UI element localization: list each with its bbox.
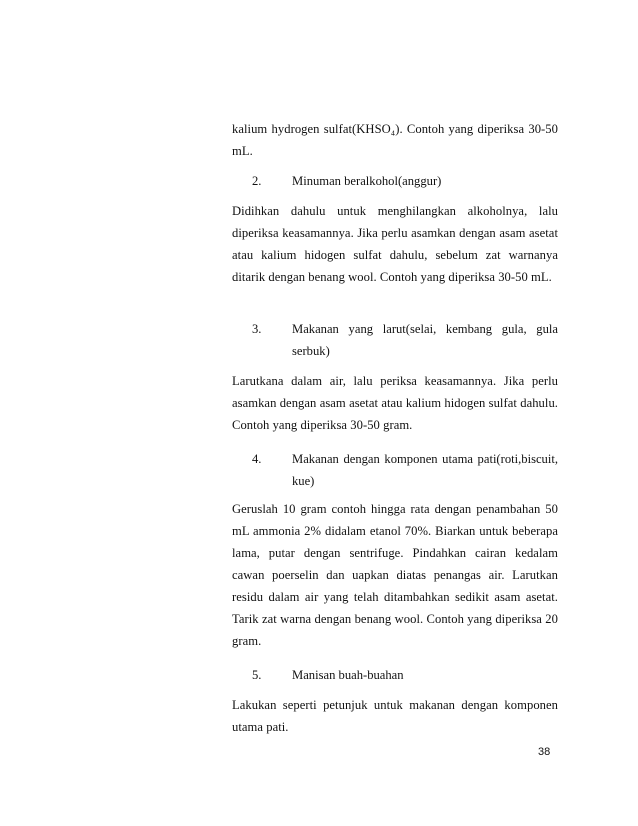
paragraph-candied-fruit: Lakukan seperti petunjuk untuk makanan dengan komponen utama pati.	[232, 698, 558, 734]
list-number: 5.	[252, 668, 262, 682]
page-number: 38	[538, 746, 551, 758]
list-text: Makanan dengan komponen utama pati(roti,biscuit, kue)	[292, 452, 558, 488]
paragraph-soluble-food: Larutkana dalam air, lalu periksa keasamannya. Jika perlu asamkan dengan asam asetat atau kalium hidogen sulfat dahulu. Contoh yang diperiksa 30-50 gram.	[232, 374, 558, 432]
list-number: 3.	[252, 322, 262, 336]
paragraph-continuation: kalium hydrogen sulfat(KHSO₄). Contoh yang diperiksa 30-50 mL.	[232, 122, 558, 158]
paragraph-alcohol: Didihkan dahulu untuk menghilangkan alkoholnya, lalu diperiksa keasamannya. Jika perlu asamkan dengan asam asetat atau kalium hidogen sulfat dahulu, sebelum zat warnanya ditarik dengan benang wool. Contoh yang diperiksa 30-50 mL.	[232, 204, 558, 284]
list-number: 4.	[252, 452, 262, 466]
list-text: Manisan buah-buahan	[292, 668, 404, 682]
list-text: Makanan yang larut(selai, kembang gula, gula serbuk)	[292, 322, 558, 358]
paragraph-starch-food: Geruslah 10 gram contoh hingga rata dengan penambahan 50 mL ammonia 2% didalam etanol 70%. Biarkan untuk beberapa lama, putar dengan sentrifuge. Pindahkan cairan kedalam cawan poerselin dan uapkan diatas penangas air. Larutkan residu dalam air yang telah ditambahkan sedikit asam asetat. Tarik zat warna dengan benang wool. Contoh yang diperiksa 20 gram.	[232, 502, 558, 648]
list-text: Minuman beralkohol(anggur)	[292, 174, 442, 188]
list-number: 2.	[252, 174, 262, 188]
